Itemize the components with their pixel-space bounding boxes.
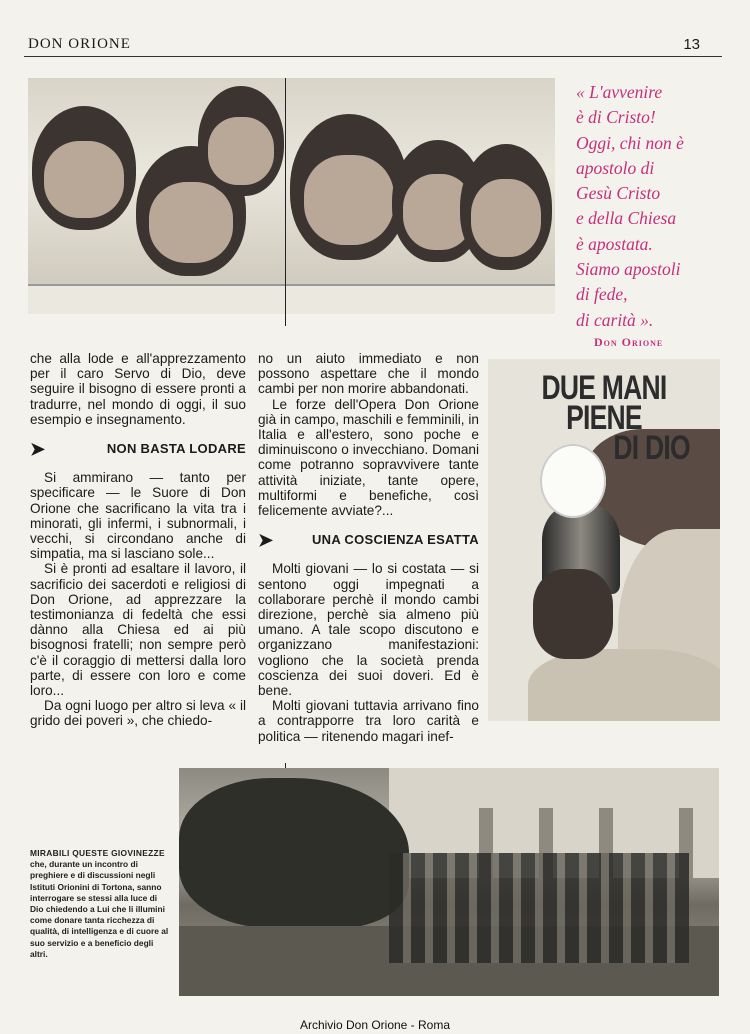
- heading-text: NON BASTA LODARE: [106, 441, 246, 457]
- caption-lead: MIRABILI QUESTE GIOVINEZZE: [30, 848, 165, 858]
- header-rule: [24, 56, 722, 57]
- photo-children: [28, 78, 555, 314]
- quote-line: Gesù Cristo: [576, 183, 661, 204]
- photo-caption: [30, 848, 172, 960]
- quote-line: di fede,: [576, 284, 628, 305]
- section-heading: [258, 529, 479, 550]
- pull-quote: [576, 80, 726, 333]
- archive-footer: Archivio Don Orione - Roma: [299, 1018, 451, 1032]
- quote-author: Don Orione: [594, 335, 664, 349]
- text-column-1: [30, 351, 246, 729]
- arrow-icon: ➤: [30, 438, 46, 459]
- paragraph: Molti giovani tuttavia arrivano fino a contrapporre tra loro carità e politica — ritenendo magari inef-: [258, 698, 479, 744]
- photo-courtyard-youths: [179, 768, 719, 996]
- quote-line: è di Cristo!: [576, 107, 656, 128]
- text-column-2: [258, 351, 479, 744]
- arrow-icon: ➤: [258, 529, 274, 550]
- caption-text: che, durante un incontro di preghiere e di discussioni negli Istituti Orionini di Tortona, sanno interrogare se stessi alla luce di Dio chiedendo a Lui che li illumini come donare tanta ricchezza di qualità, di intelligenza e di cuore al suo servizio e a beneficio degli altri.: [30, 859, 169, 959]
- photo-chalice-hands: [488, 359, 720, 721]
- section-heading: [30, 438, 246, 459]
- paragraph: Si ammirano — tanto per specificare — le Suore di Don Orione che sacrificano la vita tra i minorati, gli infermi, i subnormali, i vecchi, si circondano anche di simpatia, ma si lasciano sole...: [30, 470, 246, 562]
- quote-line: Siamo apostoli: [576, 259, 681, 280]
- photo-title-line: DI DIO: [613, 429, 690, 467]
- page-number: 13: [683, 36, 700, 53]
- quote-line: apostolo di: [576, 157, 655, 178]
- quote-line: Oggi, chi non è: [576, 132, 684, 153]
- paragraph: Si è pronti ad esaltare il lavoro, il sacrificio dei sacerdoti e religiosi di Don Orione, ad apprezzare la testimonianza di fedeltà che essi dànno alla Chiesa ed ai più bisognosi fratelli; non sempre però c'è il coraggio di mettersi dalla loro parte, di essere con loro e come loro...: [30, 561, 246, 699]
- paragraph: Molti giovani — lo si costata — si sentono oggi impegnati a collaborare perchè il mondo cambi direzione, perchè sia almeno più umano. A tale scopo discutono e organizzano manifestazioni: vogliono che la società prenda coscienza dei suoi doveri. Ed è bene.: [258, 561, 479, 699]
- magazine-title: DON ORIONE: [28, 36, 131, 52]
- photo-title-line: DUE MANI PIENE: [541, 369, 667, 437]
- quote-line: di carità ».: [576, 309, 654, 330]
- paragraph: che alla lode e all'apprezzamento per il caro Servo di Dio, deve seguire il bisogno di essere pronti a tradurre, nel mondo di oggi, il suo esempio e insegnamento.: [30, 351, 246, 427]
- quote-line: è apostata.: [576, 233, 653, 254]
- quote-line: « L'avvenire: [576, 82, 663, 102]
- photo-title: [514, 369, 695, 467]
- quote-line: e della Chiesa: [576, 208, 677, 229]
- fold-line: [285, 300, 286, 326]
- paragraph: Le forze dell'Opera Don Orione già in campo, maschili e femminili, in Italia e all'estero, sono poche e diminuiscono o invecchiano. Domani come potranno sopravvivere tante attività iniziate, tante opere, multiformi e benefiche, così felicemente avviate?...: [258, 396, 479, 519]
- heading-text: UNA COSCIENZA ESATTA: [311, 532, 479, 548]
- paragraph: Da ogni luogo per altro si leva « il grido dei poveri », che chiedo-: [30, 698, 246, 729]
- paragraph: no un aiuto immediato e non possono aspettare che il mondo cambi per non morire abbandonati.: [258, 351, 479, 397]
